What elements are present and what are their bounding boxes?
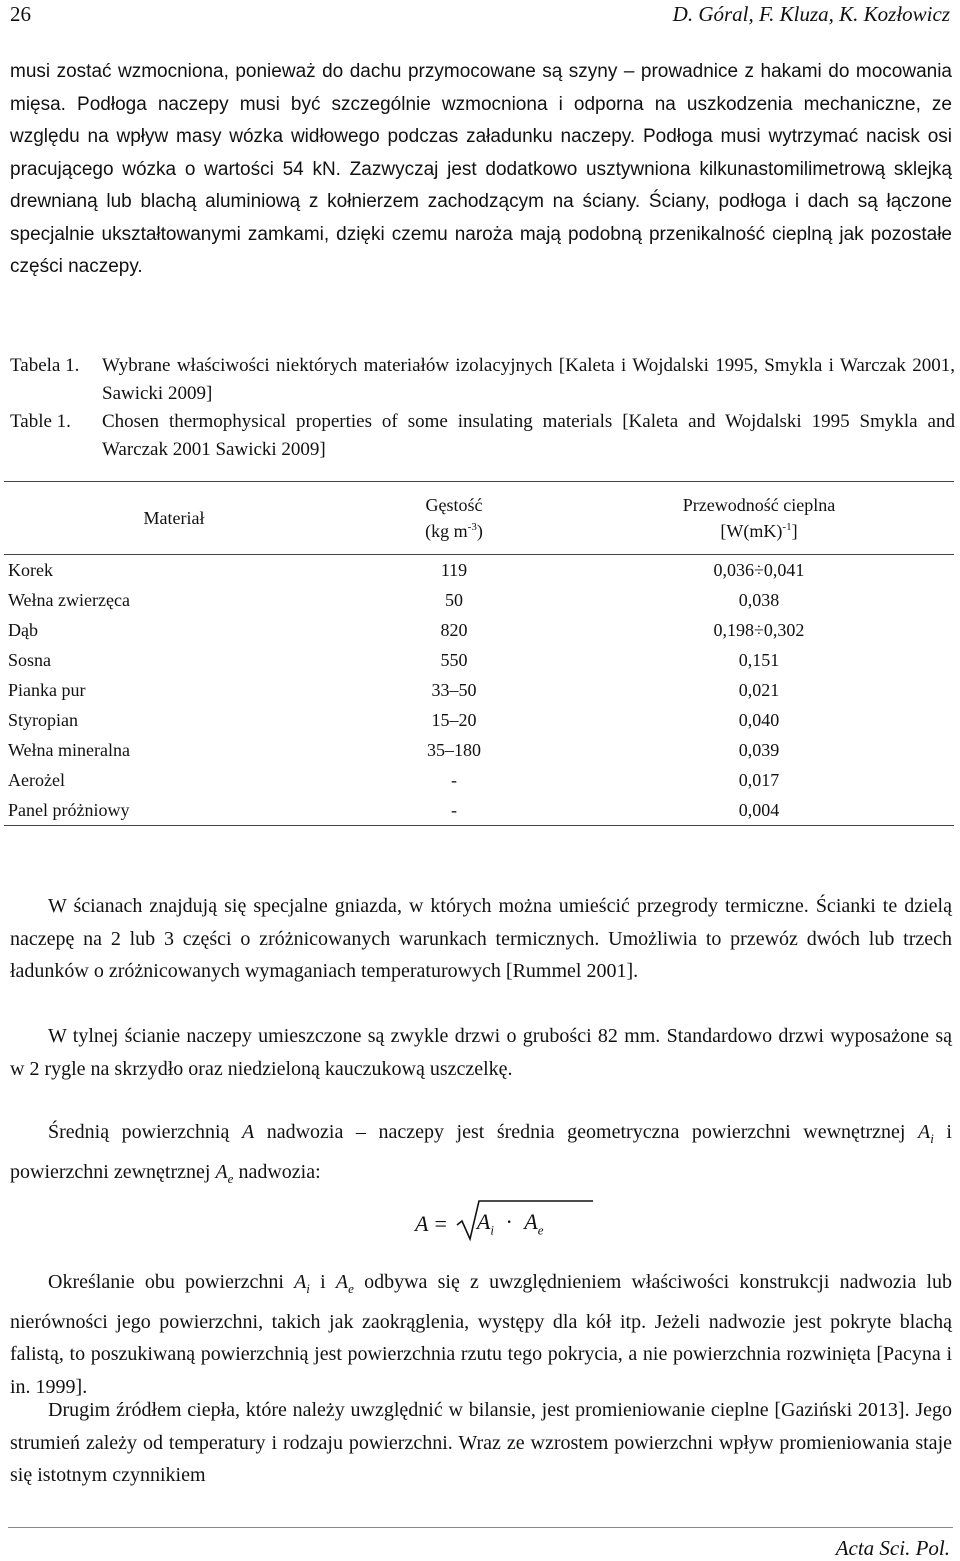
cell-material: Korek bbox=[8, 560, 53, 580]
header-density: Gęstość (kg $m^{-3}$) bbox=[344, 482, 564, 555]
running-authors: D. Góral, F. Kluza, K. Kozłowicz bbox=[672, 2, 950, 26]
cell-material: Panel próżniowy bbox=[4, 795, 344, 826]
cell-density: 33–50 bbox=[431, 680, 477, 700]
body-paragraph-5: Drugim źródłem ciepła, które należy uwzględnić w bilansie, jest promieniowanie cieplne [Gaziński 2013]. Jego strumień zależy od temperatury i rodzaju powierzchni. Wraz ze wzrostem powierzchni wpływ promieniowania staje się istotnym czynnikiem bbox=[10, 1399, 952, 1486]
cell-density: 550 bbox=[440, 650, 468, 670]
caption-label-en: Table 1. bbox=[10, 411, 71, 432]
cell-conductivity: 0,040 bbox=[738, 710, 780, 730]
cell-material: Aerożel bbox=[8, 770, 65, 790]
header-conductivity: Przewodność cieplna [W(mK)$^{-1}$] bbox=[564, 482, 954, 555]
cell-density: 119 bbox=[440, 560, 468, 580]
table-row bbox=[4, 585, 954, 615]
body-paragraph-3: Średnią powierzchnią A nadwozia – naczepy jest średnia geometryczna powierzchni wewnętrznej $A_i$ i powierzchni zewnętrznej $A_e$ nadwozia: bbox=[10, 1121, 952, 1186]
cell-conductivity: 0,151 bbox=[738, 650, 780, 670]
table-row bbox=[4, 675, 954, 705]
cell-material: Wełna zwierzęca bbox=[8, 590, 130, 610]
cell-material: Dąb bbox=[8, 620, 38, 640]
body-paragraph-2: W tylnej ścianie naczepy umieszczone są zwykle drzwi o grubości 82 mm. Standardowo drzwi wyposażone są w 2 rygle na skrzydło oraz niedzieloną kauczukową uszczelkę. bbox=[10, 1025, 952, 1080]
journal-name: Acta Sci. Pol. bbox=[835, 1536, 950, 1560]
geometric-mean-formula: A = $A_i \cdot A_e$ bbox=[415, 1198, 544, 1250]
cell-material: Pianka pur bbox=[8, 680, 86, 700]
materials-table bbox=[4, 481, 954, 826]
cell-conductivity: 0,017 bbox=[738, 770, 780, 790]
cell-density: 50 bbox=[445, 590, 463, 610]
body-paragraph-4: Określanie obu powierzchni $A_i$ i $A_e$ odbywa się z uwzględnieniem właściwości konstrukcji nadwozia lub nierówności jego powierzchni, takich jak zaokrąglenia, występy dla kół itp. Jeżeli nadwozie jest pokryte blachą falistą, to poszukiwaną powierzchnią jest powierzchnia rzutu tego pokrycia, a nie powierzchnia rozwinięta [Pacyna i in. 1999]. bbox=[10, 1271, 953, 1398]
page-number: 26 bbox=[10, 2, 31, 26]
cell-conductivity: 0,021 bbox=[738, 680, 780, 700]
cell-conductivity: 0,039 bbox=[738, 740, 780, 760]
cell-density: 35–180 bbox=[427, 740, 481, 760]
cell-conductivity: 0,198÷0,302 bbox=[713, 620, 805, 640]
sqrt-symbol: $A_i \cdot A_e$ bbox=[455, 1209, 544, 1238]
footer-rule bbox=[8, 1527, 953, 1528]
table-row bbox=[4, 705, 954, 735]
page-header bbox=[10, 2, 950, 26]
cell-conductivity: 0,004 bbox=[564, 795, 954, 826]
table-row bbox=[4, 615, 954, 645]
table-row bbox=[4, 555, 954, 586]
table-caption bbox=[10, 352, 955, 464]
table-row bbox=[4, 645, 954, 675]
table-row bbox=[4, 765, 954, 795]
cell-material: Wełna mineralna bbox=[8, 740, 130, 760]
table-header-row bbox=[4, 482, 954, 555]
cell-density: 820 bbox=[440, 620, 468, 640]
caption-text-pl: Wybrane właściwości niektórych materiałów izolacyjnych [Kaleta i Wojdalski 1995, Smykla i Warczak 2001, Sawicki 2009] bbox=[102, 355, 955, 404]
cell-material: Styropian bbox=[8, 710, 78, 730]
cell-density: - bbox=[451, 770, 457, 790]
caption-text-en: Chosen thermophysical properties of some insulating materials [Kaleta and Wojdalski 1995 Smykla and Warczak 2001 Sawicki 2009] bbox=[102, 411, 955, 460]
cell-conductivity: 0,038 bbox=[738, 590, 780, 610]
cell-conductivity: 0,036÷0,041 bbox=[713, 560, 805, 580]
table-row bbox=[4, 735, 954, 765]
cell-density: 15–20 bbox=[431, 710, 477, 730]
body-paragraph-1: W ścianach znajdują się specjalne gniazda, w których można umieścić przegrody termiczne. Ścianki te dzielą naczepę na 2 lub 3 części o zróżnicowanych warunkach termicznych. Umożliwia to przewóz dwóch lub trzech ładunków o zróżnicowanych wymaganiach temperaturowych [Rummel 2001]. bbox=[10, 895, 952, 982]
caption-label-pl: Tabela 1. bbox=[10, 355, 80, 376]
header-material: Materiał bbox=[4, 482, 344, 555]
table-row bbox=[4, 795, 954, 826]
intro-paragraph: musi zostać wzmocniona, ponieważ do dachu przymocowane są szyny – prowadnice z hakami do mocowania mięsa. Podłoga naczepy musi być szczególnie wzmocniona i odporna na uszkodzenia mechaniczne, ze względu na wpływ masy wózka widłowego podczas załadunku naczepy. Podłoga musi wytrzymać nacisk osi pracującego wózka o wartości 54 kN. Zazwyczaj jest dodatkowo usztywniona kilkunastomilimetrową sklejką drewnianą lub blachą aluminiową z kołnierzem zachodzącym na ściany. Ściany, podłoga i dach są łączone specjalnie ukształtowanymi zamkami, dzięki czemu naroża mają podobną przenikalność cieplną jak pozostałe części naczepy. bbox=[10, 61, 952, 277]
cell-material: Sosna bbox=[8, 650, 52, 670]
cell-density: - bbox=[344, 795, 564, 826]
